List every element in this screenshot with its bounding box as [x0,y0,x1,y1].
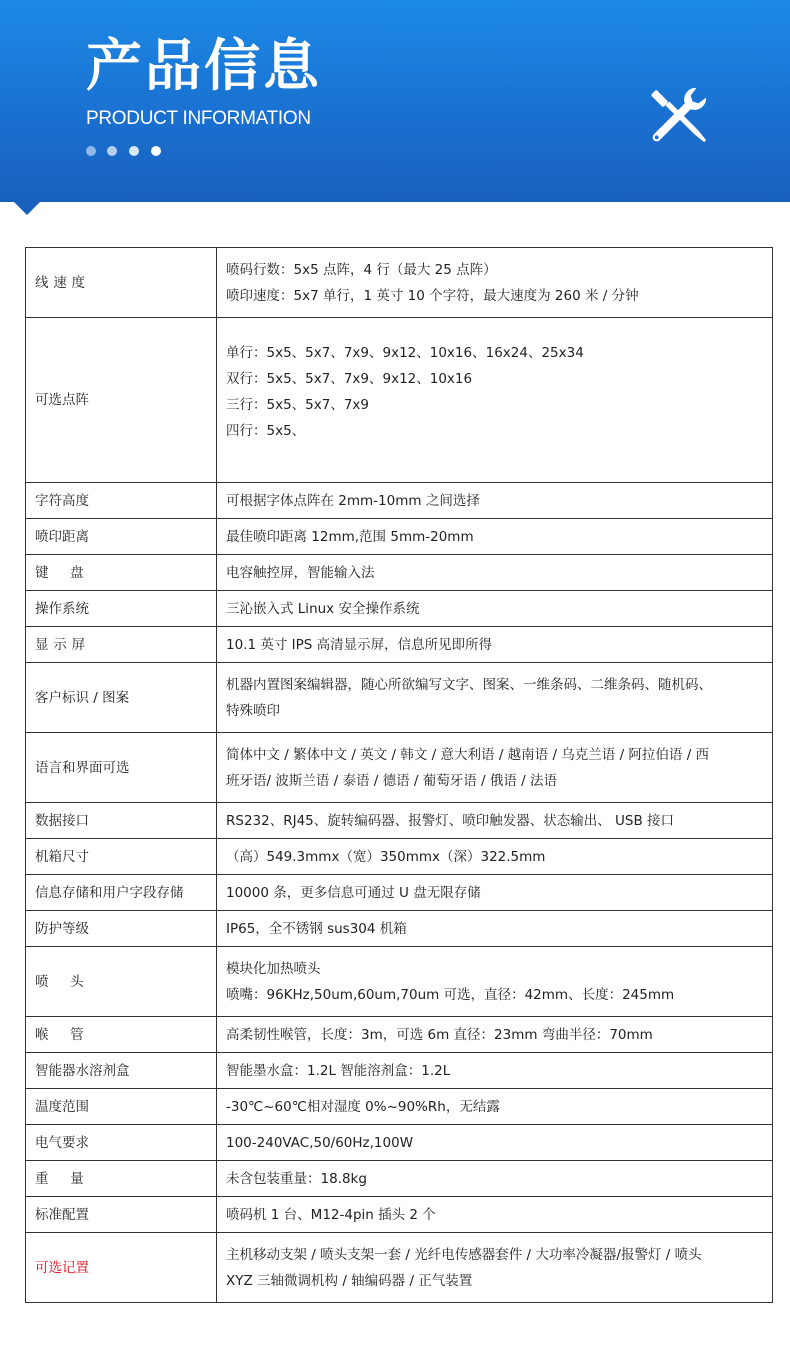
spec-label: 重量 [26,1161,217,1197]
table-row [26,591,773,627]
spec-label: 喷印距离 [26,519,217,555]
spec-value: 智能墨水盒：1.2L 智能溶剂盒：1.2L [217,1053,773,1089]
spec-value: 模块化加热喷头 喷嘴：96KHz,50um,60um,70um 可选，直径：42mm、长度：245mm [217,947,773,1017]
spec-label: 键盘 [26,555,217,591]
spec-label: 机箱尺寸 [26,839,217,875]
spec-label: 电气要求 [26,1125,217,1161]
page-subtitle: PRODUCT INFORMATION [86,108,311,129]
spec-value: 单行：5x5、5x7、7x9、9x12、10x16、16x24、25x34 双行：5x5、5x7、7x9、9x12、10x16 三行：5x5、5x7、7x9 四行：5x5、 [217,318,773,483]
table-row [26,875,773,911]
table-row [26,947,773,1017]
banner-notch [12,200,42,215]
spec-label: 数据接口 [26,803,217,839]
tools-icon [648,84,710,146]
table-row [26,839,773,875]
spec-value: 喷码行数：5x5 点阵，4 行（最大 25 点阵） 喷印速度：5x7 单行，1 英寸 10 个字符，最大速度为 260 米 / 分钟 [217,248,773,318]
spec-value: 喷码机 1 台、M12-4pin 插头 2 个 [217,1197,773,1233]
table-row [26,663,773,733]
table-row [26,627,773,663]
spec-value: 机器内置图案编辑器，随心所欲编写文字、图案、一维条码、二维条码、随机码、 特殊喷印 [217,663,773,733]
spec-label: 标准配置 [26,1197,217,1233]
spec-value: 电容触控屏，智能输入法 [217,555,773,591]
spec-value: 主机移动支架 / 喷头支架一套 / 光纤电传感器套件 / 大功率冷凝器/报警灯 / 喷头 XYZ 三轴微调机构 / 轴编码器 / 正气装置 [217,1233,773,1303]
spec-label: 防护等级 [26,911,217,947]
table-row [26,803,773,839]
spec-value: 10.1 英寸 IPS 高清显示屏，信息所见即所得 [217,627,773,663]
page-title: 产品信息 [86,34,322,99]
spec-label: 智能器水溶剂盒 [26,1053,217,1089]
spec-label: 语言和界面可选 [26,733,217,803]
dot [107,146,117,156]
table-row [26,1017,773,1053]
spec-label: 喉管 [26,1017,217,1053]
spec-value: 10000 条，更多信息可通过 U 盘无限存储 [217,875,773,911]
spec-value: （高）549.3mmx（宽）350mmx（深）322.5mm [217,839,773,875]
table-row [26,483,773,519]
spec-label-optional: 可选记置 [26,1233,217,1303]
table-row [26,1233,773,1303]
spec-value: 最佳喷印距离 12mm,范围 5mm-20mm [217,519,773,555]
spec-value: -30℃~60℃相对湿度 0%~90%Rh，无结露 [217,1089,773,1125]
spec-value: 可根据字体点阵在 2mm-10mm 之间选择 [217,483,773,519]
dot [151,146,161,156]
spec-value: 高柔韧性喉管，长度：3m，可选 6m 直径：23mm 弯曲半径：70mm [217,1017,773,1053]
spec-label: 客户标识 / 图案 [26,663,217,733]
spec-label: 可选点阵 [26,318,217,483]
table-row [26,733,773,803]
spec-table [25,247,773,1303]
spec-value: RS232、RJ45、旋转编码器、报警灯、喷印触发器、状态输出、 USB 接口 [217,803,773,839]
table-row [26,1053,773,1089]
table-row [26,1161,773,1197]
table-row [26,1089,773,1125]
spec-label: 信息存储和用户字段存储 [26,875,217,911]
table-row [26,519,773,555]
spec-value: 100-240VAC,50/60Hz,100W [217,1125,773,1161]
table-row [26,555,773,591]
spec-label: 喷头 [26,947,217,1017]
spec-label: 线速度 [26,248,217,318]
spec-label: 显示屏 [26,627,217,663]
spec-label: 操作系统 [26,591,217,627]
dot [129,146,139,156]
table-row [26,1125,773,1161]
spec-label: 温度范围 [26,1089,217,1125]
table-row [26,911,773,947]
spec-value: 未含包装重量：18.8kg [217,1161,773,1197]
spec-label: 字符高度 [26,483,217,519]
spec-value: 简体中文 / 繁体中文 / 英文 / 韩文 / 意大利语 / 越南语 / 乌克兰语 / 阿拉伯语 / 西 班牙语/ 波斯兰语 / 泰语 / 德语 / 葡萄牙语 / 俄语 / 法语 [217,733,773,803]
table-row [26,248,773,318]
spec-value: 三沁嵌入式 Linux 安全操作系统 [217,591,773,627]
dot [86,146,96,156]
table-row [26,1197,773,1233]
spec-value: IP65，全不锈钢 sus304 机箱 [217,911,773,947]
header-banner [0,0,790,202]
table-row [26,318,773,483]
